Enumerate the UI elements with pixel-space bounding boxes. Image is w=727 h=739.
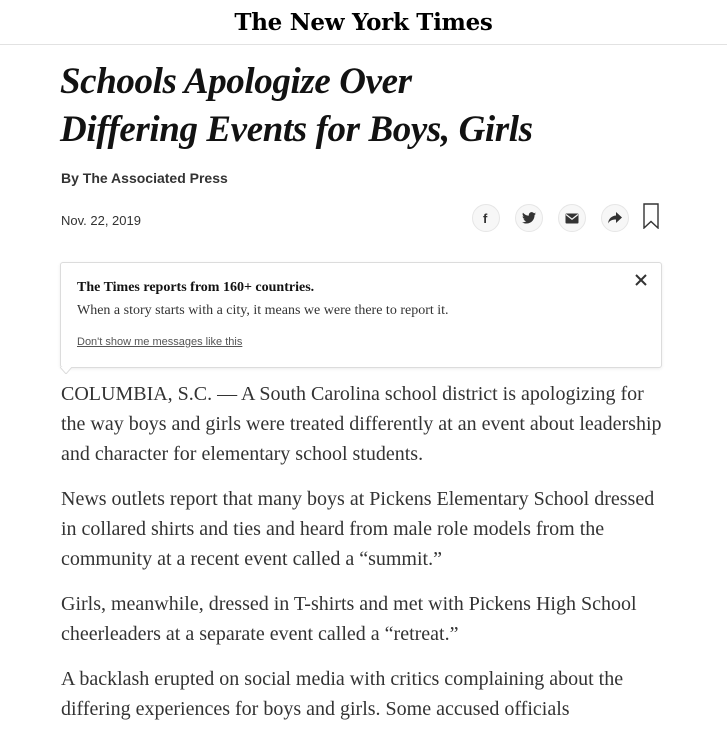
notice-pointer	[60, 367, 72, 374]
share-icon	[608, 212, 622, 224]
twitter-icon	[522, 212, 536, 224]
article-paragraph: Girls, meanwhile, dressed in T-shirts and met with Pickens High School cheerleaders at a separate event called a “retreat.”	[61, 593, 637, 645]
dismiss-messages-link[interactable]: Don't show me messages like this	[77, 336, 243, 348]
save-bookmark-button[interactable]	[640, 203, 662, 233]
more-share-button[interactable]	[601, 204, 629, 232]
article-headline	[60, 58, 680, 154]
headline-line-2: Differing Events for Boys, Girls	[60, 109, 533, 150]
email-share-button[interactable]	[558, 204, 586, 232]
svg-text:f: f	[483, 211, 488, 225]
share-toolbar	[472, 203, 662, 233]
publish-date: Nov. 22, 2019	[61, 213, 141, 228]
close-icon	[635, 273, 647, 291]
headline-line-1: Schools Apologize Over	[60, 61, 412, 102]
facebook-share-button[interactable]	[472, 204, 500, 232]
twitter-share-button[interactable]	[515, 204, 543, 232]
email-icon	[565, 213, 579, 224]
notice-text: When a story starts with a city, it means we were there to report it.	[77, 303, 449, 318]
notice-close-button[interactable]	[633, 274, 649, 290]
byline: By The Associated Press	[61, 170, 228, 186]
facebook-icon	[479, 211, 493, 225]
dateline-notice	[60, 262, 662, 368]
article-paragraph: COLUMBIA, S.C. — A South Carolina school district is apologizing for the way boys and girls were treated differently at an event about leadership and character for elementary school students.	[61, 383, 662, 465]
notice-title: The Times reports from 160+ countries.	[77, 280, 315, 295]
masthead	[0, 0, 727, 45]
article-paragraph: News outlets report that many boys at Pickens Elementary School dressed in collared shirts and ties and heard from male role models from the community at a recent event called a “summit.”	[61, 488, 655, 570]
bookmark-icon	[643, 203, 659, 234]
nyt-logo[interactable]: The New York Times	[234, 9, 493, 36]
article-body	[61, 379, 671, 739]
article-paragraph: A backlash erupted on social media with critics complaining about the differing experiences for boys and girls. Some accused officials	[61, 668, 624, 720]
